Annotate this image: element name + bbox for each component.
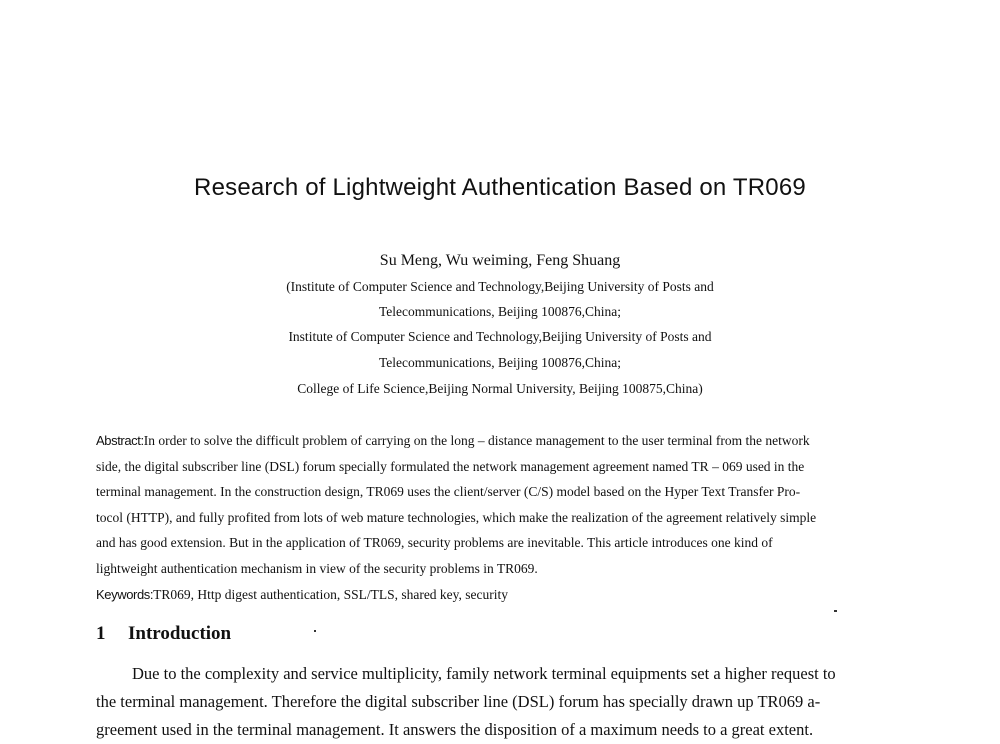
abstract-line <box>96 428 916 454</box>
body-line: Due to the complexity and service multiplicity, family network terminal equipments set a higher request to <box>132 664 836 683</box>
section-body <box>96 660 916 744</box>
scan-speck <box>314 630 316 632</box>
keywords-text: TR069, Http digest authentication, SSL/TLS, shared key, security <box>153 586 509 602</box>
abstract-line: lightweight authentication mechanism in view of the security problems in TR069. <box>96 560 538 576</box>
abstract-line: and has good extension. But in the application of TR069, security problems are inevitable. This article introduces one kind of <box>96 535 773 551</box>
affiliation-line: College of Life Science,Beijing Normal University, Beijing 100875,China) <box>297 381 703 396</box>
section-title: Introduction <box>128 623 232 644</box>
affiliation-line: (Institute of Computer Science and Technology,Beijing University of Posts and <box>286 279 714 294</box>
affiliation-line: Institute of Computer Science and Technology,Beijing University of Posts and <box>288 329 712 344</box>
affiliation-line: Telecommunications, Beijing 100876,China; <box>378 355 622 370</box>
scan-speck <box>834 610 837 612</box>
keywords-label: Keywords: <box>96 586 154 602</box>
abstract-label: Abstract: <box>96 433 144 448</box>
abstract-line: tocol (HTTP), and fully profited from lots of web mature technologies, which make the realization of the agreement relatively simple <box>96 509 817 525</box>
abstract-line: side, the digital subscriber line (DSL) forum specially formulated the network management agreement named TR – 069 used in the <box>96 458 805 474</box>
body-line: the terminal management. Therefore the digital subscriber line (DSL) forum has specially drawn up TR069 a- <box>96 692 821 711</box>
paper-title: Research of Lightweight Authentication Based on TR069 <box>194 174 806 201</box>
body-line: greement used in the terminal management. It answers the disposition of a maximum needs to a great extent. <box>96 720 814 739</box>
abstract-line: terminal management. In the construction design, TR069 uses the client/server (C/S) model based on the Hyper Text Transfer Pro- <box>96 484 801 500</box>
section-heading <box>96 623 231 645</box>
keywords-line <box>96 582 916 608</box>
abstract <box>96 428 916 607</box>
abstract-text: In order to solve the difficult problem of carrying on the long – distance management to the user terminal from the network <box>143 433 810 448</box>
section-number: 1 <box>96 623 106 644</box>
author-list: Su Meng, Wu weiming, Feng Shuang <box>379 252 621 269</box>
affiliation-line: Telecommunications, Beijing 100876,China; <box>378 304 622 319</box>
